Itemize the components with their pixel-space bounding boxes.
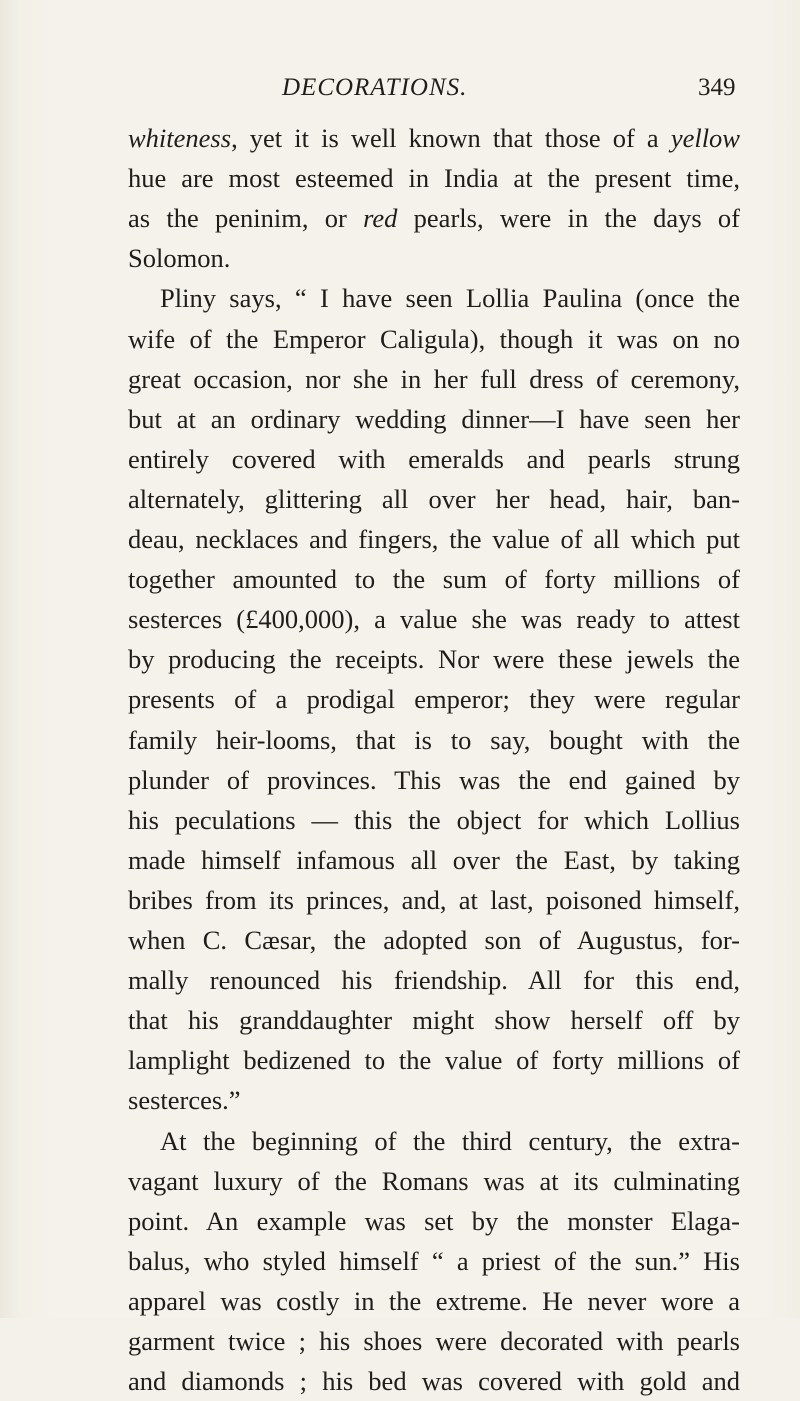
text-segment: his peculations — this the object for which Lollius (128, 804, 740, 835)
text-line (128, 720, 740, 760)
text-segment: by producing the receipts. Nor were these jewels the (128, 644, 740, 675)
text-segment: bribes from its princes, and, at last, poisoned himself, (128, 884, 740, 915)
text-line (128, 198, 740, 238)
text-segment: entirely covered with emeralds and pearls strung (128, 443, 740, 474)
text-segment: point. An example was set by the monster Elaga- (128, 1205, 740, 1236)
text-segment: made himself infamous all over the East, by taking (128, 844, 740, 875)
page-number: 349 (698, 74, 736, 101)
text-line (128, 679, 740, 719)
text-line (128, 1241, 740, 1281)
text-line (128, 118, 740, 158)
text-line (128, 1161, 740, 1201)
text-segment: great occasion, nor she in her full dress of ceremony, (128, 363, 740, 394)
text-segment: hue are most esteemed in India at the present time, (128, 163, 740, 194)
text-line (128, 479, 740, 519)
text-segment: plunder of provinces. This was the end gained by (128, 764, 740, 795)
italic-text: yellow (670, 123, 740, 153)
text-segment: as the peninim, or (128, 203, 364, 234)
text-segment: lamplight bedizened to the value of forty millions of (128, 1045, 740, 1076)
text-line (128, 1201, 740, 1241)
text-line (160, 1121, 740, 1161)
text-line (128, 760, 740, 800)
text-segment: Pliny says, “ I have seen Lollia Paulina (once the (160, 283, 740, 314)
text-line (128, 559, 740, 599)
text-line (128, 880, 740, 920)
text-segment: Solomon. (128, 243, 231, 274)
text-segment: sesterces (£400,000), a value she was ready to attest (128, 604, 740, 635)
text-line (128, 238, 740, 278)
text-segment: when C. Cæsar, the adopted son of Augustus, for- (128, 925, 740, 955)
page-header (0, 74, 800, 108)
text-segment: deau, necklaces and fingers, the value of all which put (128, 524, 740, 554)
text-line (128, 1281, 740, 1321)
text-line (128, 920, 740, 960)
text-segment: vagant luxury of the Romans was at its culminating (128, 1165, 740, 1196)
text-segment: balus, who styled himself “ a priest of the sun.” His (128, 1245, 740, 1276)
text-line (160, 278, 740, 318)
text-line (128, 1361, 740, 1401)
text-line (128, 1321, 740, 1361)
text-segment: presents of a prodigal emperor; they were regular (128, 684, 740, 715)
text-line (128, 319, 740, 359)
text-line (128, 639, 740, 679)
text-line (128, 519, 740, 559)
text-line (128, 800, 740, 840)
text-line (128, 359, 740, 399)
text-segment: apparel was costly in the extreme. He never wore a (128, 1285, 740, 1316)
text-segment: and diamonds ; his bed was covered with gold and (128, 1366, 740, 1397)
text-segment: together amounted to the sum of forty millions of (128, 564, 740, 595)
text-line (128, 840, 740, 880)
running-head: DECORATIONS. (282, 74, 468, 101)
text-segment: , yet it is well known that those of a (231, 123, 671, 153)
text-segment: that his granddaughter might show herself off by (128, 1005, 740, 1036)
text-segment: sesterces.” (128, 1085, 241, 1116)
italic-text: whiteness (128, 123, 232, 153)
text-segment: but at an ordinary wedding dinner—I have seen her (128, 403, 740, 434)
text-line (128, 158, 740, 198)
text-segment: alternately, glittering all over her head, hair, ban- (128, 483, 740, 514)
text-segment: At the beginning of the third century, the extra- (160, 1125, 740, 1156)
text-line (128, 1040, 740, 1080)
text-line (128, 439, 740, 479)
text-line (128, 1080, 740, 1120)
text-line (128, 599, 740, 639)
text-segment: family heir-looms, that is to say, bought with the (128, 724, 740, 755)
text-segment: pearls, were in the days of (397, 203, 741, 234)
italic-text: red (363, 203, 398, 234)
text-line (128, 399, 740, 439)
text-line (128, 960, 740, 1000)
text-line (128, 1000, 740, 1040)
text-segment: wife of the Emperor Caligula), though it was on no (128, 323, 740, 354)
text-segment: mally renounced his friendship. All for this end, (128, 965, 740, 996)
text-segment: garment twice ; his shoes were decorated with pearls (128, 1326, 740, 1356)
